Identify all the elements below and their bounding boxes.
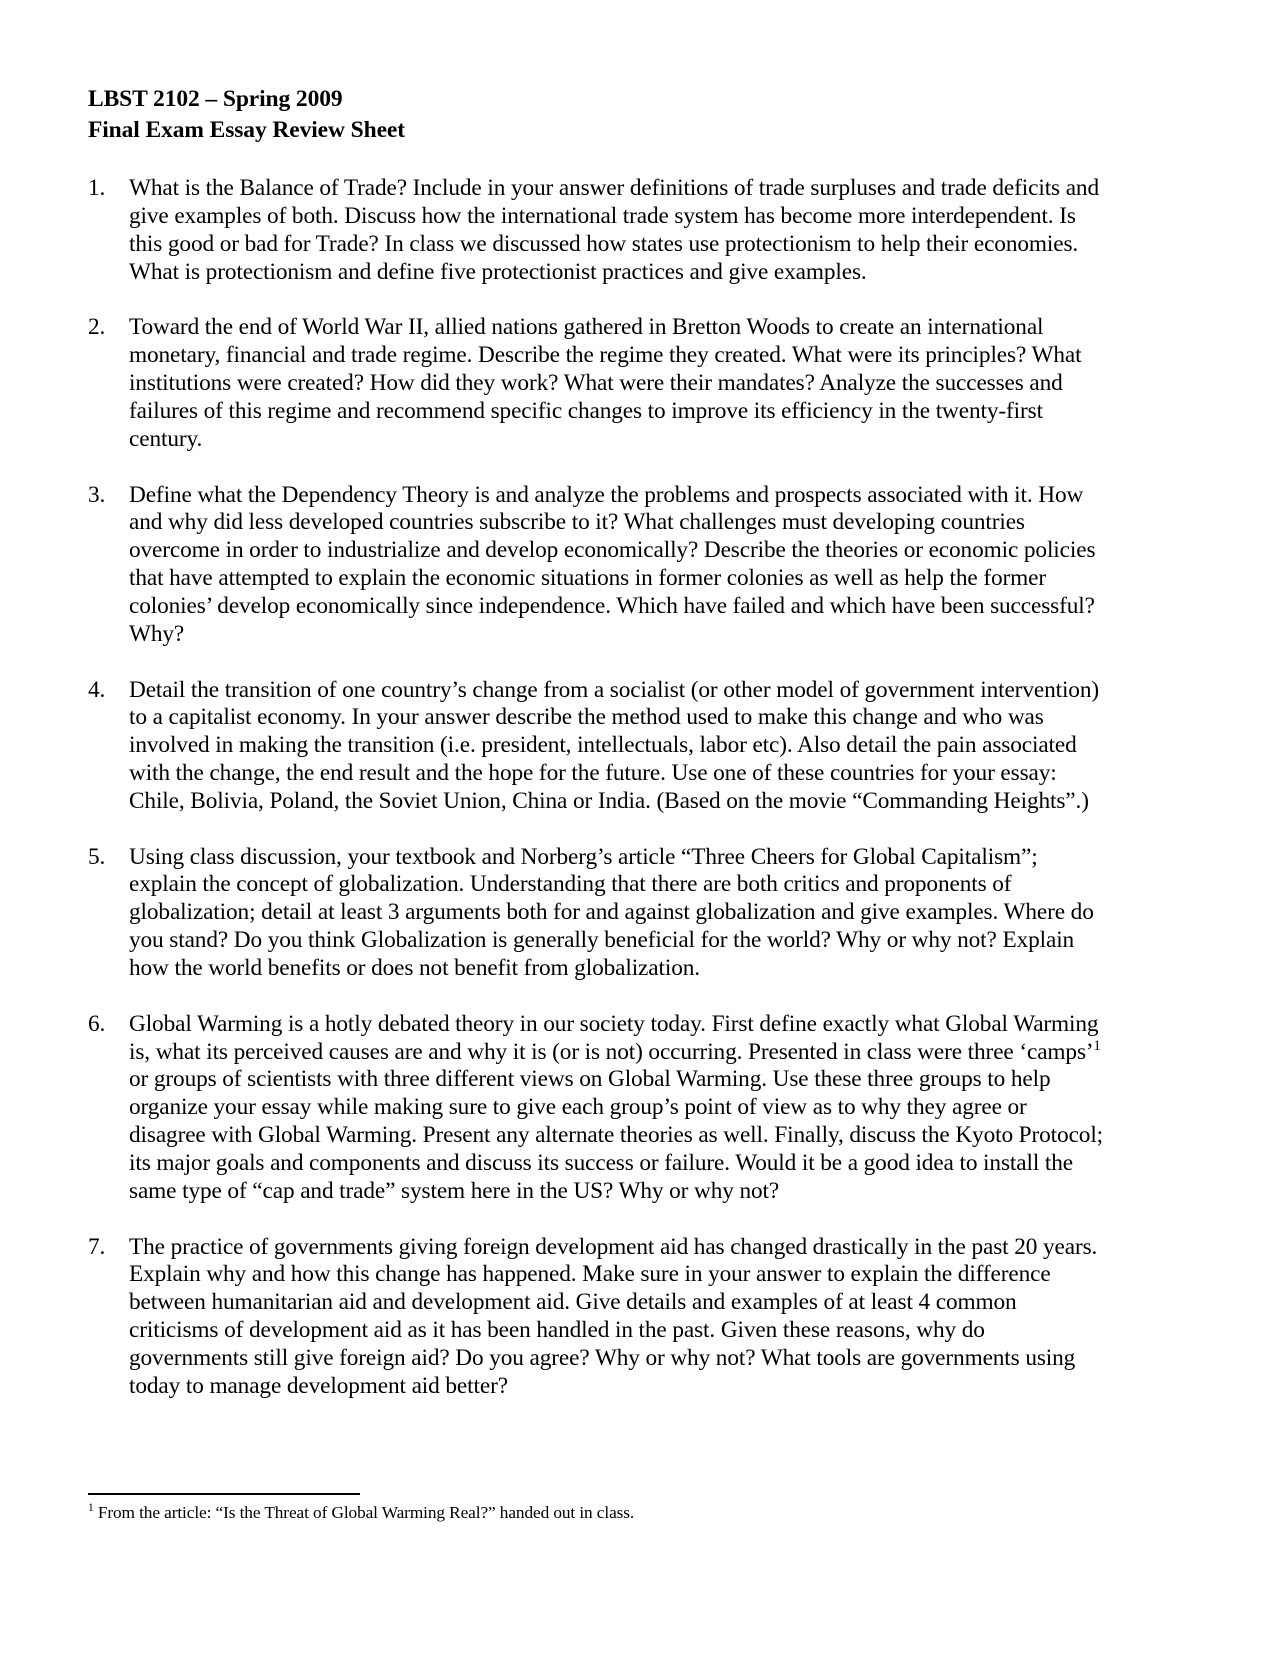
- footnote-separator-rule: [88, 1493, 360, 1495]
- question-text: What is the Balance of Trade? Include in your answer definitions of trade surpluses and trade deficits and give examples of both. Discuss how the international trade system has become more interdependent. Is this good or bad for Trade? In class we discussed how states use protectionism to help their economies. What is protectionism and define five protectionist practices and give examples.: [129, 175, 1099, 285]
- question-item-2: [88, 314, 1108, 453]
- question-text: [129, 1011, 1108, 1206]
- question-number: 4.: [88, 676, 106, 703]
- question-item-1: [88, 175, 1108, 286]
- question-text: Define what the Dependency Theory is and analyze the problems and prospects associated with it. How and why did less developed countries subscribe to it? What challenges must developing countries overcome in order to industrialize and develop economically? Describe the theories or economic policies that have attempted to explain the economic situations in former colonies as well as help the former colonies’ develop economically since independence. Which have failed and which have been successful? Why?: [129, 481, 1096, 647]
- question-number: 2.: [88, 314, 106, 341]
- question-item-5: [88, 844, 1108, 983]
- header-title-line: Final Exam Essay Review Sheet: [88, 116, 405, 143]
- document-body: [88, 84, 1108, 1401]
- question-text-after-footnote: or groups of scientists with three different views on Global Warming. Use these three groups to help organize your essay while making sure to give each group’s point of view as to why they agree or disagree with Global Warming. Present any alternate theories as well. Finally, discuss the Kyoto Protocol; its major goals and components and discuss its success or failure. Would it be a good idea to install the same type of “cap and trade” system here in the US? Why or why not?: [129, 1066, 1104, 1204]
- question-text: Detail the transition of one country’s change from a socialist (or other model of government intervention) to a capitalist economy. In your answer describe the method used to make this change and who was involved in making the transition (i.e. president, intellectuals, labor etc). Also detail the pain associated with the change, the end result and the hope for the future. Use one of these countries for your essay: Chile, Bolivia, Poland, the Soviet Union, China or India. (Based on the movie “Commanding Heights”.): [129, 676, 1099, 814]
- question-number: 7.: [88, 1233, 106, 1260]
- question-list: [88, 175, 1108, 1400]
- question-item-4: [88, 677, 1108, 816]
- document-header: [88, 84, 1108, 145]
- question-number: 5.: [88, 843, 106, 870]
- question-text: The practice of governments giving foreign development aid has changed drastically in the past 20 years. Explain why and how this change has happened. Make sure in your answer to explain the difference between humanitarian aid and development aid. Give details and examples of at least 4 common criticisms of development aid as it has been handled in the past. Given these reasons, why do governments still give foreign aid? Do you agree? Why or why not? What tools are governments using today to manage development aid better?: [129, 1233, 1098, 1399]
- question-item-6: [88, 1011, 1108, 1206]
- question-item-3: [88, 482, 1108, 649]
- question-number: 3.: [88, 481, 106, 508]
- header-course-line: LBST 2102 – Spring 2009: [88, 86, 343, 112]
- footnote-area: [88, 1493, 1108, 1524]
- question-number: 1.: [88, 175, 106, 202]
- question-text: Toward the end of World War II, allied nations gathered in Bretton Woods to create an international monetary, financial and trade regime. Describe the regime they created. What were its principles? What institutions were created? How did they work? What were their mandates? Analyze the successes and failures of this regime and recommend specific changes to improve its efficiency in the twenty-first century.: [129, 314, 1082, 452]
- question-number: 6.: [88, 1010, 106, 1037]
- question-text-before-footnote: Global Warming is a hotly debated theory in our society today. First define exactly what Global Warming is, what its perceived causes are and why it is (or is not) occurring. Presented in class were three ‘camps’: [129, 1010, 1099, 1065]
- footnote-marker: 1: [88, 1502, 94, 1515]
- question-text: Using class discussion, your textbook and Norberg’s article “Three Cheers for Global Capitalism”; explain the concept of globalization. Understanding that there are both critics and proponents of globalization; detail at least 3 arguments both for and against globalization and give examples. Where do you stand? Do you think Globalization is generally beneficial for the world? Why or why not? Explain how the world benefits or does not benefit from globalization.: [129, 843, 1094, 981]
- footnote-text: [88, 1502, 1108, 1524]
- footnote-reference-marker[interactable]: 1: [1093, 1037, 1101, 1054]
- footnote-body: From the article: “Is the Threat of Global Warming Real?” handed out in class.: [93, 1503, 635, 1522]
- question-item-7: [88, 1234, 1108, 1401]
